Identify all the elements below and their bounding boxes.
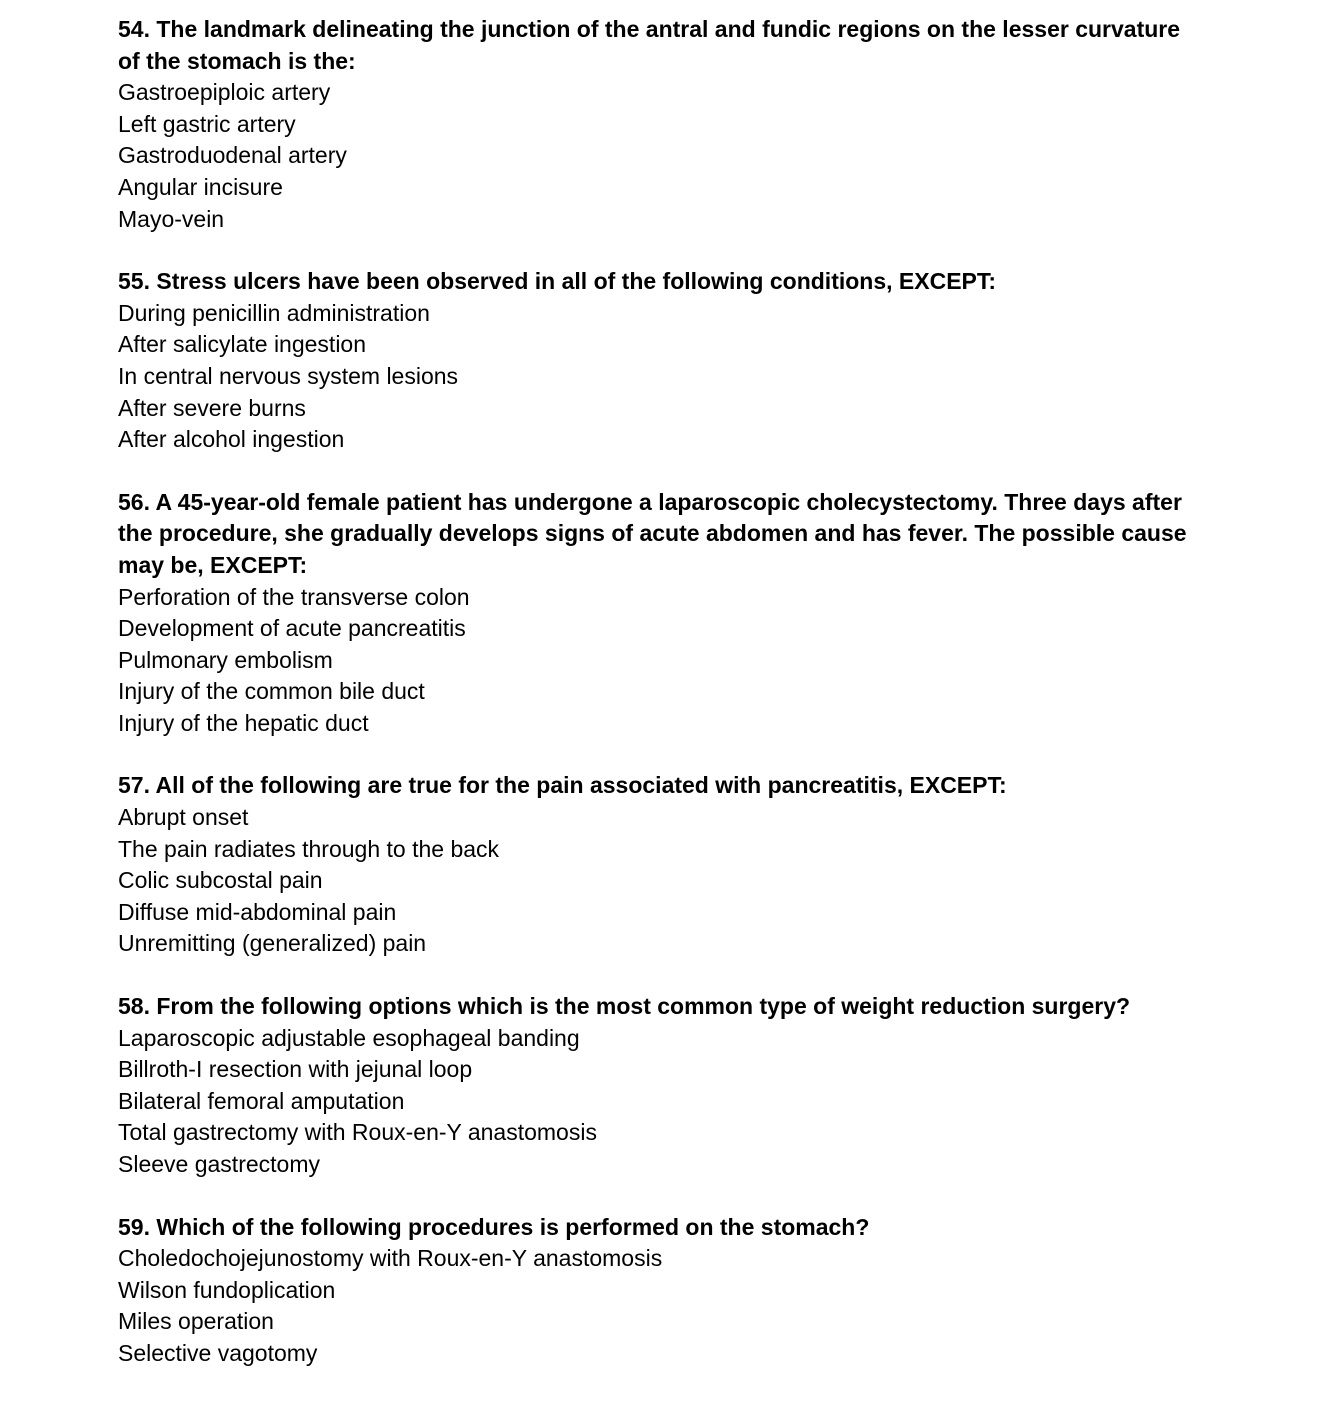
question-55 [118, 266, 1188, 456]
option-item: After severe burns [118, 394, 306, 421]
option-list [118, 802, 1188, 960]
question-text: 57. All of the following are true for the pain associated with pancreatitis, EXCEPT: [118, 772, 1007, 799]
option-item: Total gastrectomy with Roux-en-Y anastomosis [118, 1119, 597, 1146]
option-list [118, 77, 1188, 235]
option-item: During penicillin administration [118, 299, 430, 326]
question-59 [118, 1212, 1188, 1370]
option-item: Development of acute pancreatitis [118, 615, 466, 642]
option-item: Mayo-vein [118, 205, 225, 232]
option-item: Colic subcostal pain [118, 867, 323, 894]
option-item: Angular incisure [118, 173, 283, 200]
option-item: Perforation of the transverse colon [118, 583, 470, 610]
question-54 [118, 14, 1188, 235]
option-item: Gastroduodenal artery [118, 142, 347, 169]
option-item: Selective vagotomy [118, 1339, 318, 1366]
question-text: 58. From the following options which is the most common type of weight reduction surgery? [118, 993, 1131, 1020]
option-item: Abrupt onset [118, 804, 249, 831]
option-item: After salicylate ingestion [118, 331, 367, 358]
option-item: In central nervous system lesions [118, 362, 459, 389]
option-item: Bilateral femoral amputation [118, 1087, 405, 1114]
option-item: Choledochojejunostomy with Roux-en-Y anastomosis [118, 1245, 663, 1272]
option-list [118, 582, 1188, 740]
option-list [118, 298, 1188, 456]
question-56 [118, 487, 1188, 740]
option-item: Diffuse mid-abdominal pain [118, 898, 397, 925]
option-item: Billroth-I resection with jejunal loop [118, 1056, 473, 1083]
option-item: Wilson fundoplication [118, 1276, 336, 1303]
option-item: Miles operation [118, 1308, 274, 1335]
question-58 [118, 991, 1188, 1181]
option-item: Unremitting (generalized) pain [118, 930, 427, 957]
option-item: The pain radiates through to the back [118, 835, 500, 862]
option-list [118, 1243, 1188, 1369]
option-item: Gastroepiploic artery [118, 79, 331, 106]
option-item: Injury of the hepatic duct [118, 709, 369, 736]
question-text: 55. Stress ulcers have been observed in all of the following conditions, EXCEPT: [118, 268, 997, 295]
option-item: Injury of the common bile duct [118, 678, 425, 705]
option-item: Pulmonary embolism [118, 646, 333, 673]
option-item: Left gastric artery [118, 110, 296, 137]
document-page [118, 14, 1188, 1401]
option-item: After alcohol ingestion [118, 426, 345, 453]
question-text: 54. The landmark delineating the junction of the antral and fundic regions on the lesser curvature of the stomach is the: [118, 16, 1181, 74]
question-57 [118, 770, 1188, 960]
option-item: Laparoscopic adjustable esophageal banding [118, 1024, 580, 1051]
question-text: 56. A 45-year-old female patient has undergone a laparoscopic cholecystectomy. Three days after the procedure, she gradually develops signs of acute abdomen and has fever. The possible cause may be, EXCEPT: [118, 488, 1187, 578]
question-text: 59. Which of the following procedures is performed on the stomach? [118, 1213, 870, 1240]
option-list [118, 1023, 1188, 1181]
option-item: Sleeve gastrectomy [118, 1151, 320, 1177]
